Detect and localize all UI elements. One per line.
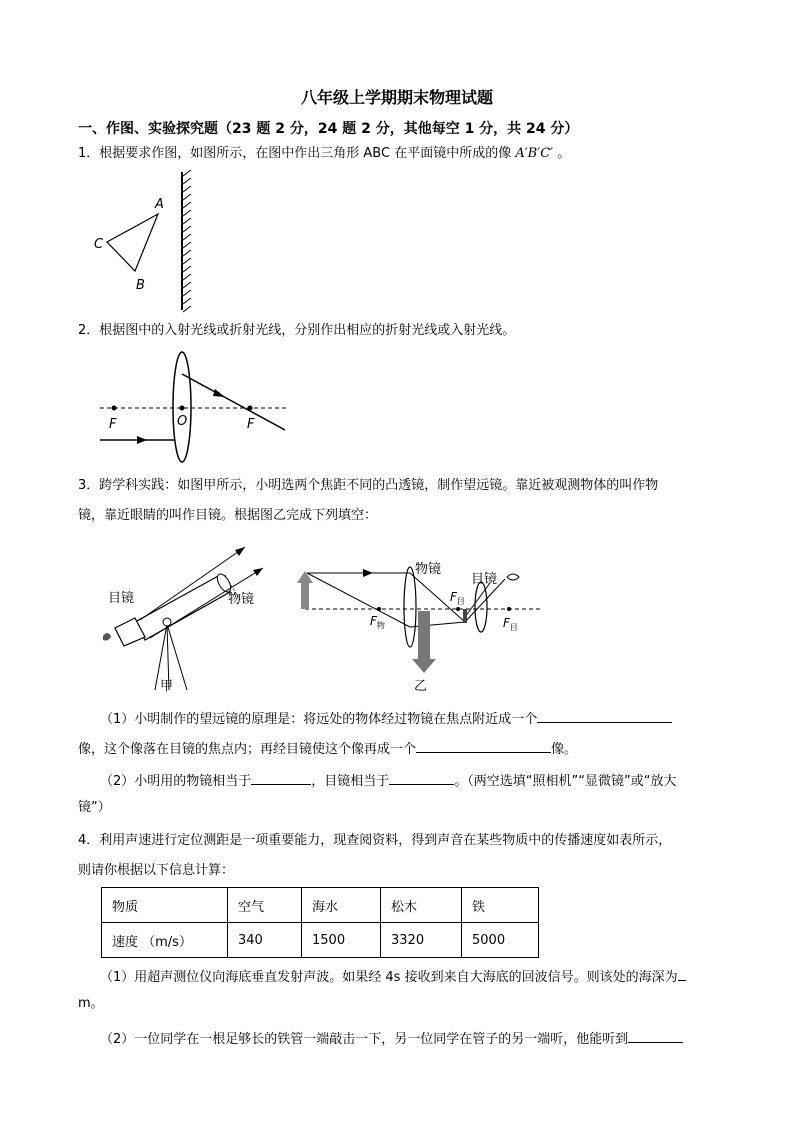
q1-mirror-figure bbox=[85, 170, 205, 315]
q4-line2: 则请你根据以下信息计算： bbox=[78, 863, 235, 878]
answer-blank-5[interactable] bbox=[678, 966, 686, 981]
sound-speed-table bbox=[101, 887, 539, 958]
yi-f-obj: $F_物$ bbox=[370, 614, 385, 630]
q2-o-label: O bbox=[177, 414, 188, 429]
jia-eyepiece-label: 目镜 bbox=[108, 591, 135, 606]
q3-sub2-end: 镜”） bbox=[78, 800, 111, 815]
yi-eyepiece-label: 目镜 bbox=[471, 572, 498, 587]
yi-f-eye-top: $F_目$ bbox=[450, 590, 465, 606]
q4-line1: 4．利用声速进行定位测距是一项重要能力，现查阅资料，得到声音在某些物质中的传播速度如表所示， bbox=[78, 833, 672, 848]
question-1 bbox=[78, 146, 570, 162]
yi-f-eye-right: $F_目$ bbox=[503, 616, 518, 632]
q4-sub1: （1）用超声测位仪向海底垂直发射声波。如果经 4s 接收到来自大海底的回波信号。则该处的海深为 bbox=[100, 966, 686, 986]
telescope-figure-jia bbox=[95, 540, 270, 690]
q2-f-left: F bbox=[109, 417, 117, 432]
q2-f-right: F bbox=[247, 417, 255, 432]
fig-yi-caption: 乙 bbox=[414, 679, 428, 694]
answer-blank-3[interactable] bbox=[251, 770, 311, 785]
q2-lens-figure bbox=[95, 350, 295, 470]
question-2: 2．根据图中的入射光线或折射光线，分别作出相应的折射光线或入射光线。 bbox=[78, 323, 516, 338]
point-b-label: B bbox=[136, 278, 145, 293]
q1-end: 。 bbox=[557, 146, 571, 161]
table-row: 速度 （m/s） 340 1500 3320 5000 bbox=[102, 923, 539, 958]
yi-objective-label: 物镜 bbox=[415, 562, 442, 577]
q4-sub1-end: m。 bbox=[78, 996, 104, 1011]
answer-blank-4[interactable] bbox=[389, 770, 454, 785]
jia-objective-label: 物镜 bbox=[228, 592, 255, 607]
q1-text: 1．根据要求作图，如图所示，在图中作出三角形 ABC 在平面镜中所成的像 bbox=[78, 146, 512, 161]
q3-sub1-line2: 像，这个像落在目镜的焦点内；再经目镜使这个像再成一个 像。 bbox=[78, 738, 577, 758]
answer-blank-2[interactable] bbox=[416, 738, 551, 753]
q3-sub2: （2）小明用的物镜相当于 ，目镜相当于 。（两空选填“照相机”“显微镜”或“放大 bbox=[100, 770, 676, 790]
point-a-label: A bbox=[155, 197, 164, 212]
q4-sub2: （2）一位同学在一根足够长的铁管一端敲击一下，另一位同学在管子的另一端听，他能听到 bbox=[100, 1028, 683, 1048]
q3-line1: 3．跨学科实践：如图甲所示，小明选两个焦距不同的凸透镜，制作望远镜。靠近被观测物体的叫作物 bbox=[78, 478, 659, 493]
q1-image-label: A′B′C′ bbox=[515, 146, 554, 161]
table-header-row: 物质 空气 海水 松木 铁 bbox=[102, 888, 539, 923]
answer-blank-6[interactable] bbox=[628, 1028, 683, 1043]
page-title: 八年级上学期期末物理试题 bbox=[300, 88, 493, 107]
section-heading: 一、作图、实验探究题（23 题 2 分，24 题 2 分，其他每空 1 分，共 24 分） bbox=[78, 121, 579, 137]
point-c-label: C bbox=[94, 237, 104, 252]
q3-line2: 镜，靠近眼睛的叫作目镜。根据图乙完成下列填空： bbox=[78, 508, 378, 523]
fig-jia-caption: 甲 bbox=[160, 679, 174, 694]
answer-blank-1[interactable] bbox=[537, 708, 672, 723]
q3-sub1-line1: （1）小明制作的望远镜的原理是：将远处的物体经过物镜在焦点附近成一个 bbox=[100, 708, 672, 728]
telescope-diagram-yi bbox=[295, 555, 545, 675]
